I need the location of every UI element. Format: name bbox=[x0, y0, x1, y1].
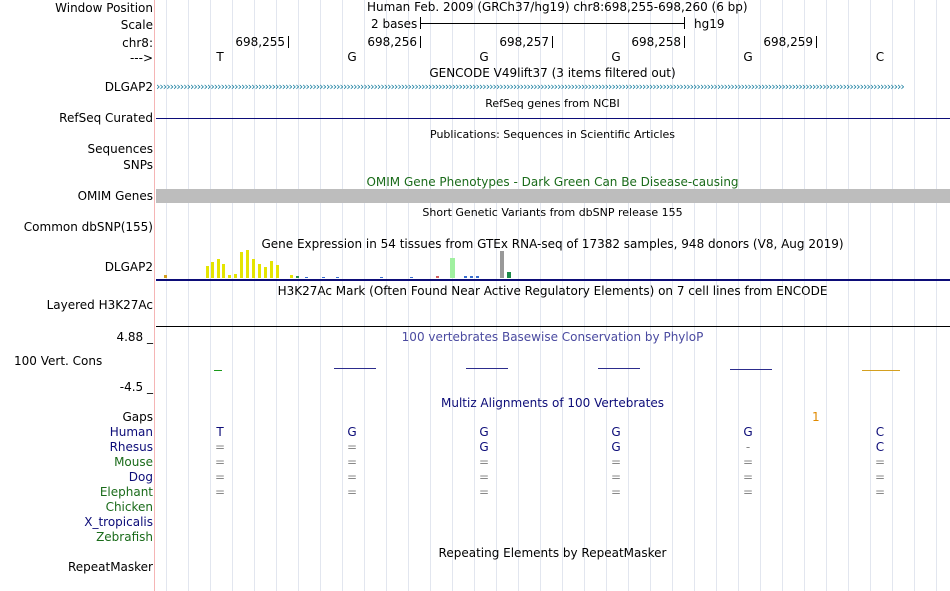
gtex-tissue-bar[interactable] bbox=[436, 276, 439, 278]
gtex-tissue-bar[interactable] bbox=[290, 275, 293, 278]
alignment-base: = bbox=[346, 455, 358, 469]
phylop-score-mark[interactable] bbox=[334, 368, 376, 369]
gtex-tissue-bar[interactable] bbox=[240, 252, 243, 278]
repeatmasker-title: Repeating Elements by RepeatMasker bbox=[438, 546, 667, 560]
dbsnp-title: Short Genetic Variants from dbSNP release 155 bbox=[422, 206, 683, 219]
phylop-max-label: 4.88 _ bbox=[116, 330, 153, 344]
alignment-base: = bbox=[214, 485, 226, 499]
alignment-base: = bbox=[874, 470, 886, 484]
phylop-title: 100 vertebrates Basewise Conservation by PhyloP bbox=[401, 330, 704, 344]
gtex-tissue-bar[interactable] bbox=[164, 275, 167, 278]
ruler-position-label: 698,258 bbox=[631, 35, 681, 49]
alignment-base: = bbox=[478, 470, 490, 484]
gtex-tissue-bar[interactable] bbox=[270, 261, 273, 278]
strand-label: ---> bbox=[129, 51, 153, 65]
scale-bar bbox=[421, 23, 684, 24]
gtex-tissue-bar[interactable] bbox=[470, 276, 473, 278]
multiz-title: Multiz Alignments of 100 Vertebrates bbox=[440, 396, 665, 410]
alignment-base: = bbox=[478, 455, 490, 469]
gtex-title: Gene Expression in 54 tissues from GTEx RNA-seq of 17382 samples, 948 donors (V8, Aug 2019) bbox=[261, 237, 844, 251]
gtex-tissue-bar[interactable] bbox=[246, 250, 249, 278]
phylop-score-mark[interactable] bbox=[598, 368, 640, 369]
ruler-tick bbox=[288, 36, 289, 48]
alignment-base: = bbox=[346, 470, 358, 484]
gtex-baseline bbox=[156, 279, 950, 281]
gtex-tissue-bar[interactable] bbox=[234, 274, 237, 278]
alignment-base: = bbox=[610, 470, 622, 484]
alignment-base: C bbox=[875, 425, 885, 439]
phylop-score-mark[interactable] bbox=[730, 369, 772, 370]
alignment-base: = bbox=[874, 455, 886, 469]
ruler-tick bbox=[420, 36, 421, 48]
gtex-tissue-bar[interactable] bbox=[296, 276, 299, 278]
gtex-tissue-bar[interactable] bbox=[206, 266, 209, 278]
track-label-h3k27ac[interactable]: Layered H3K27Ac bbox=[46, 298, 153, 312]
gencode-feature[interactable]: ›››››››››››››››››››››››››››››››››››››››››››››››››››››››››››››››››››››››››››››››››››››››››››››››››››››››››››››››››››››››››››››››››››››››››››››››››››››››››››››››››››››››››››››››››››››››››››››››››››››››››››››››››››››››››››› bbox=[156, 80, 904, 93]
ruler-base: G bbox=[347, 50, 357, 64]
gtex-tissue-bar[interactable] bbox=[222, 264, 225, 278]
species-label[interactable]: Mouse bbox=[114, 455, 153, 469]
ruler-position-label: 698,256 bbox=[367, 35, 417, 49]
species-label[interactable]: Elephant bbox=[99, 485, 153, 499]
track-label-omim[interactable]: OMIM Genes bbox=[77, 189, 153, 203]
gtex-tissue-bar[interactable] bbox=[336, 277, 339, 278]
track-label-gencode[interactable]: DLGAP2 bbox=[104, 80, 153, 94]
gaps-value: 1 bbox=[812, 410, 820, 424]
scale-label: Scale bbox=[120, 18, 153, 32]
gtex-tissue-bar[interactable] bbox=[211, 262, 214, 278]
gtex-tissue-bar[interactable] bbox=[305, 277, 308, 278]
track-label-refseq[interactable]: RefSeq Curated bbox=[59, 111, 153, 125]
alignment-base: = bbox=[742, 455, 754, 469]
alignment-base: C bbox=[875, 440, 885, 454]
alignment-base: T bbox=[216, 425, 224, 439]
alignment-base: = bbox=[214, 470, 226, 484]
ruler-position-label: 698,259 bbox=[763, 35, 813, 49]
omim-title: OMIM Gene Phenotypes - Dark Green Can Be Disease-causing bbox=[366, 175, 739, 189]
species-label[interactable]: Zebrafish bbox=[96, 530, 153, 544]
ruler-base: G bbox=[611, 50, 621, 64]
alignment-base: G bbox=[743, 425, 753, 439]
alignment-base: G bbox=[479, 440, 489, 454]
gtex-tissue-bar[interactable] bbox=[252, 259, 255, 278]
ruler-base: C bbox=[875, 50, 885, 64]
ruler-base: T bbox=[216, 50, 224, 64]
ruler-base: G bbox=[479, 50, 489, 64]
gtex-tissue-bar[interactable] bbox=[500, 251, 504, 278]
track-label-gtex[interactable]: DLGAP2 bbox=[104, 260, 153, 274]
refseq-feature[interactable] bbox=[156, 118, 950, 119]
track-label-snps[interactable]: SNPs bbox=[123, 158, 153, 172]
alignment-base: G bbox=[347, 425, 357, 439]
publications-title: Publications: Sequences in Scientific Articles bbox=[430, 128, 675, 141]
ruler-position-label: 698,257 bbox=[499, 35, 549, 49]
track-label-phylop[interactable]: 100 Vert. Cons bbox=[14, 354, 103, 368]
alignment-base: = bbox=[346, 440, 358, 454]
gtex-tissue-bar[interactable] bbox=[228, 275, 231, 278]
alignment-base: = bbox=[214, 455, 226, 469]
ruler-tick bbox=[816, 36, 817, 48]
species-label[interactable]: Human bbox=[109, 425, 153, 439]
alignment-base: - bbox=[745, 440, 751, 454]
alignment-base: = bbox=[214, 440, 226, 454]
phylop-score-mark[interactable] bbox=[862, 370, 900, 371]
gtex-tissue-bar[interactable] bbox=[380, 277, 383, 278]
alignment-base: = bbox=[874, 485, 886, 499]
ruler-tick bbox=[684, 36, 685, 48]
gtex-tissue-bar[interactable] bbox=[276, 265, 279, 278]
alignment-base: G bbox=[611, 440, 621, 454]
track-label-repeatmasker[interactable]: RepeatMasker bbox=[67, 560, 153, 574]
gtex-tissue-bar[interactable] bbox=[258, 264, 261, 278]
ruler-base: G bbox=[743, 50, 753, 64]
phylop-min-label: -4.5 _ bbox=[119, 380, 153, 394]
chr-label: chr8: bbox=[122, 36, 153, 50]
position-title: Human Feb. 2009 (GRCh37/hg19) chr8:698,255-698,260 (6 bp) bbox=[367, 0, 748, 14]
species-label[interactable]: Dog bbox=[128, 470, 153, 484]
gtex-tissue-bar[interactable] bbox=[464, 276, 467, 278]
phylop-score-mark[interactable] bbox=[214, 370, 222, 371]
gtex-tissue-bar[interactable] bbox=[410, 277, 413, 278]
alignment-base: G bbox=[611, 425, 621, 439]
ruler-position-label: 698,255 bbox=[235, 35, 285, 49]
window-position-label: Window Position bbox=[55, 1, 153, 15]
h3k27ac-baseline bbox=[156, 326, 950, 327]
ruler-tick bbox=[552, 36, 553, 48]
gtex-tissue-bar[interactable] bbox=[217, 259, 220, 278]
omim-feature[interactable] bbox=[156, 189, 950, 203]
species-label[interactable]: Chicken bbox=[105, 500, 153, 514]
h3k27ac-title: H3K27Ac Mark (Often Found Near Active Regulatory Elements) on 7 cell lines from ENCODE bbox=[277, 284, 828, 298]
track-label-gaps[interactable]: Gaps bbox=[122, 410, 153, 424]
gtex-tissue-bar[interactable] bbox=[264, 267, 267, 278]
gtex-tissue-bar[interactable] bbox=[450, 258, 455, 278]
gtex-tissue-bar[interactable] bbox=[476, 276, 479, 278]
phylop-score-mark[interactable] bbox=[466, 368, 508, 369]
alignment-base: = bbox=[610, 485, 622, 499]
species-label[interactable]: X_tropicalis bbox=[84, 515, 153, 529]
alignment-base: = bbox=[742, 485, 754, 499]
gencode-title: GENCODE V49lift37 (3 items filtered out) bbox=[429, 66, 676, 80]
alignment-base: = bbox=[610, 455, 622, 469]
alignment-base: G bbox=[479, 425, 489, 439]
track-label-sequences[interactable]: Sequences bbox=[87, 142, 153, 156]
alignment-base: = bbox=[742, 470, 754, 484]
species-label[interactable]: Rhesus bbox=[109, 440, 153, 454]
gtex-tissue-bar[interactable] bbox=[322, 277, 325, 278]
scale-bar-right bbox=[684, 17, 685, 29]
scale-text: 2 bases bbox=[371, 17, 418, 31]
gtex-tissue-bar[interactable] bbox=[507, 272, 511, 278]
assembly-label: hg19 bbox=[694, 17, 725, 31]
alignment-base: = bbox=[478, 485, 490, 499]
track-label-dbsnp[interactable]: Common dbSNP(155) bbox=[23, 220, 153, 234]
refseq-title: RefSeq genes from NCBI bbox=[485, 97, 620, 110]
alignment-base: = bbox=[346, 485, 358, 499]
